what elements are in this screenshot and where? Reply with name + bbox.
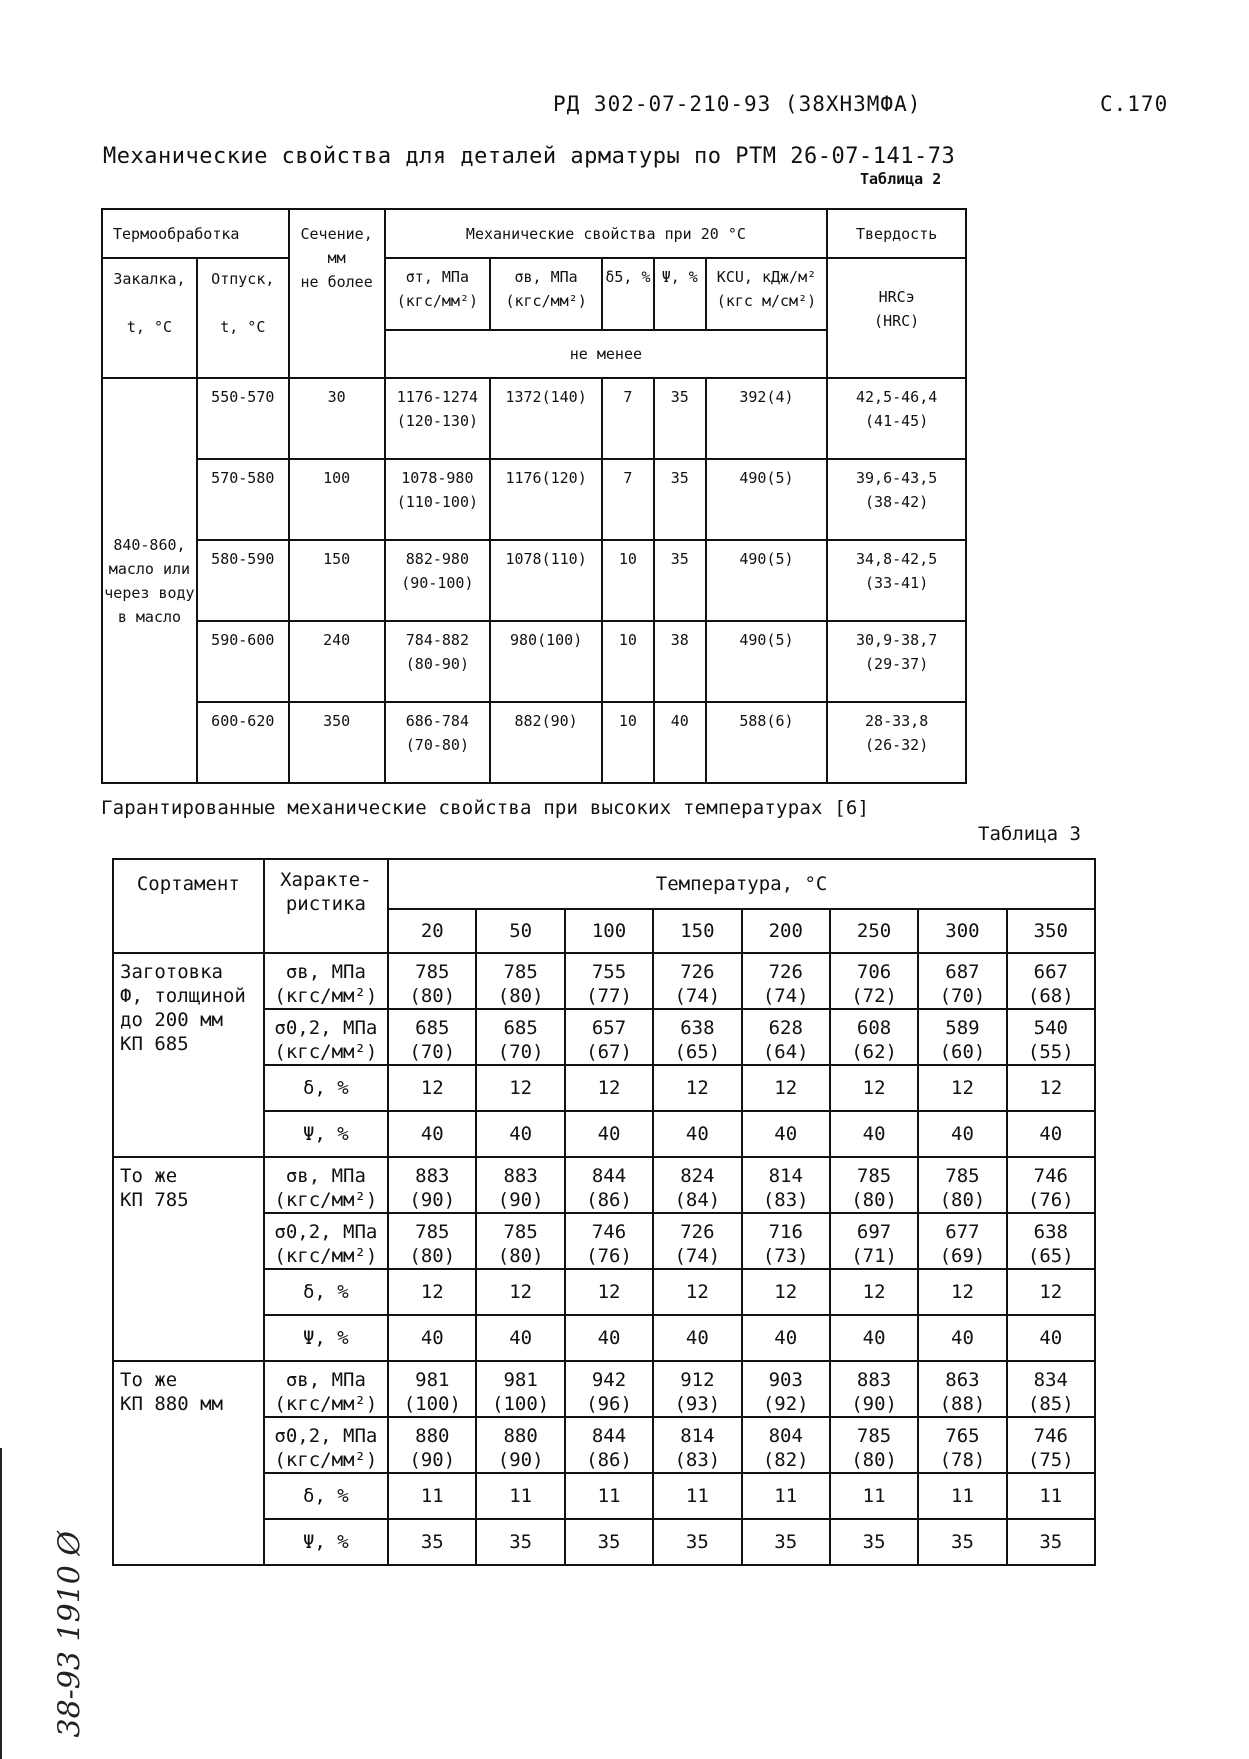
assortment-cell: То же КП 785	[113, 1157, 264, 1361]
value-cell: 880 (90)	[476, 1417, 564, 1473]
value-cell: 746 (76)	[565, 1213, 653, 1269]
header-mech-props: Механические свойства при 20 °С	[385, 209, 828, 258]
characteristic-cell: Ψ, %	[264, 1111, 389, 1157]
value-cell: 12	[830, 1269, 918, 1315]
value-cell: 11	[918, 1473, 1006, 1519]
header-psi: Ψ, %	[654, 258, 706, 330]
value-cell: 11	[476, 1473, 564, 1519]
value-cell: 638 (65)	[1007, 1213, 1095, 1269]
table-row	[113, 1361, 1095, 1417]
handwritten-margin-note	[40, 1480, 88, 1740]
value-cell: 40	[918, 1315, 1006, 1361]
hrc-value: 34,8-42,5 (33-41)	[827, 540, 966, 621]
sigma-v-value: 1372(140)	[490, 378, 602, 459]
header-quench: Закалка, t, °С	[102, 258, 197, 378]
value-cell: 11	[388, 1473, 476, 1519]
value-cell: 687 (70)	[918, 953, 1006, 1009]
value-cell: 942 (96)	[565, 1361, 653, 1417]
table-row	[113, 953, 1095, 1009]
header-delta: δ5, %	[602, 258, 654, 330]
value-cell: 12	[653, 1065, 741, 1111]
value-cell: 883 (90)	[476, 1157, 564, 1213]
value-cell: 880 (90)	[388, 1417, 476, 1473]
value-cell: 677 (69)	[918, 1213, 1006, 1269]
sigma-t-value: 1176-1274 (120-130)	[385, 378, 491, 459]
header-temp-150: 150	[653, 909, 741, 953]
value-cell: 667 (68)	[1007, 953, 1095, 1009]
section-value: 30	[289, 378, 385, 459]
header-temp-100: 100	[565, 909, 653, 953]
sigma-v-value: 882(90)	[490, 702, 602, 783]
header-temp-300: 300	[918, 909, 1006, 953]
value-cell: 657 (67)	[565, 1009, 653, 1065]
value-cell: 35	[565, 1519, 653, 1565]
value-cell: 12	[653, 1269, 741, 1315]
value-cell: 40	[565, 1111, 653, 1157]
characteristic-cell: δ, %	[264, 1065, 389, 1111]
characteristic-cell: σ0,2, МПа (кгс/мм²)	[264, 1009, 389, 1065]
value-cell: 726 (74)	[653, 953, 741, 1009]
value-cell: 40	[742, 1315, 830, 1361]
value-cell: 785 (80)	[388, 953, 476, 1009]
value-cell: 12	[918, 1065, 1006, 1111]
value-cell: 863 (88)	[918, 1361, 1006, 1417]
temper-value: 570-580	[197, 459, 289, 540]
value-cell: 35	[1007, 1519, 1095, 1565]
table-row	[102, 459, 966, 540]
temper-value: 550-570	[197, 378, 289, 459]
value-cell: 726 (74)	[742, 953, 830, 1009]
value-cell: 40	[830, 1315, 918, 1361]
characteristic-cell: Ψ, %	[264, 1315, 389, 1361]
assortment-cell: То же КП 880 мм	[113, 1361, 264, 1565]
header-characteristic: Характе- ристика	[264, 859, 389, 953]
table-row	[102, 378, 966, 459]
section-value: 350	[289, 702, 385, 783]
document-code: РД 302-07-210-93 (38ХН3МФА)	[553, 92, 922, 116]
hrc-value: 30,9-38,7 (29-37)	[827, 621, 966, 702]
table2-label: Таблица 2	[860, 170, 942, 188]
value-cell: 589 (60)	[918, 1009, 1006, 1065]
assortment-cell: Заготовка Ф, толщиной до 200 мм КП 685	[113, 953, 264, 1157]
header-temp-350: 350	[1007, 909, 1095, 953]
kcu-value: 490(5)	[706, 459, 828, 540]
value-cell: 40	[918, 1111, 1006, 1157]
delta-value: 10	[602, 540, 654, 621]
header-assortment: Сортамент	[113, 859, 264, 953]
value-cell: 12	[388, 1269, 476, 1315]
value-cell: 685 (70)	[476, 1009, 564, 1065]
hrc-value: 42,5-46,4 (41-45)	[827, 378, 966, 459]
header-sigma-t: σт, МПа (кгс/мм²)	[385, 258, 491, 330]
value-cell: 40	[388, 1111, 476, 1157]
psi-value: 38	[654, 621, 706, 702]
value-cell: 844 (86)	[565, 1417, 653, 1473]
value-cell: 40	[565, 1315, 653, 1361]
value-cell: 746 (76)	[1007, 1157, 1095, 1213]
value-cell: 35	[476, 1519, 564, 1565]
value-cell: 12	[476, 1065, 564, 1111]
section-value: 150	[289, 540, 385, 621]
value-cell: 903 (92)	[742, 1361, 830, 1417]
header-temp-50: 50	[476, 909, 564, 953]
sigma-v-value: 1176(120)	[490, 459, 602, 540]
value-cell: 12	[1007, 1065, 1095, 1111]
table2-mechanical-properties	[101, 208, 967, 784]
value-cell: 785 (80)	[476, 953, 564, 1009]
page-number: С.170	[1100, 92, 1169, 116]
value-cell: 40	[830, 1111, 918, 1157]
value-cell: 40	[476, 1111, 564, 1157]
margin-line	[0, 1448, 2, 1759]
sigma-t-value: 686-784 (70-80)	[385, 702, 491, 783]
value-cell: 726 (74)	[653, 1213, 741, 1269]
delta-value: 7	[602, 459, 654, 540]
header-section: Сечение, мм не более	[289, 209, 385, 378]
value-cell: 697 (71)	[830, 1213, 918, 1269]
delta-value: 10	[602, 702, 654, 783]
hrc-value: 39,6-43,5 (38-42)	[827, 459, 966, 540]
kcu-value: 588(6)	[706, 702, 828, 783]
psi-value: 40	[654, 702, 706, 783]
kcu-value: 392(4)	[706, 378, 828, 459]
table3-label: Таблица 3	[978, 823, 1081, 845]
table2-title: Механические свойства для деталей арматуры по РТМ 26-07-141-73	[103, 144, 956, 169]
quench-value: 840-860, масло или через воду в масло	[102, 378, 197, 783]
value-cell: 11	[653, 1473, 741, 1519]
value-cell: 11	[1007, 1473, 1095, 1519]
value-cell: 785 (80)	[476, 1213, 564, 1269]
value-cell: 40	[388, 1315, 476, 1361]
value-cell: 785 (80)	[388, 1213, 476, 1269]
value-cell: 685 (70)	[388, 1009, 476, 1065]
temper-value: 600-620	[197, 702, 289, 783]
value-cell: 981 (100)	[476, 1361, 564, 1417]
value-cell: 814 (83)	[653, 1417, 741, 1473]
value-cell: 35	[653, 1519, 741, 1565]
kcu-value: 490(5)	[706, 540, 828, 621]
value-cell: 834 (85)	[1007, 1361, 1095, 1417]
characteristic-cell: δ, %	[264, 1269, 389, 1315]
value-cell: 12	[1007, 1269, 1095, 1315]
sigma-t-value: 882-980 (90-100)	[385, 540, 491, 621]
value-cell: 12	[830, 1065, 918, 1111]
header-sigma-v: σв, МПа (кгс/мм²)	[490, 258, 602, 330]
temper-value: 580-590	[197, 540, 289, 621]
value-cell: 12	[742, 1065, 830, 1111]
table-row	[102, 621, 966, 702]
characteristic-cell: σ0,2, МПа (кгс/мм²)	[264, 1417, 389, 1473]
table-row	[102, 540, 966, 621]
value-cell: 40	[1007, 1315, 1095, 1361]
value-cell: 540 (55)	[1007, 1009, 1095, 1065]
value-cell: 40	[653, 1315, 741, 1361]
value-cell: 35	[918, 1519, 1006, 1565]
value-cell: 12	[742, 1269, 830, 1315]
sigma-v-value: 1078(110)	[490, 540, 602, 621]
value-cell: 608 (62)	[830, 1009, 918, 1065]
delta-value: 10	[602, 621, 654, 702]
section-value: 240	[289, 621, 385, 702]
temper-value: 590-600	[197, 621, 289, 702]
value-cell: 35	[388, 1519, 476, 1565]
sigma-t-value: 784-882 (80-90)	[385, 621, 491, 702]
section-value: 100	[289, 459, 385, 540]
value-cell: 40	[1007, 1111, 1095, 1157]
psi-value: 35	[654, 378, 706, 459]
header-temp-200: 200	[742, 909, 830, 953]
kcu-value: 490(5)	[706, 621, 828, 702]
header-hardness: Твердость	[827, 209, 966, 258]
characteristic-cell: δ, %	[264, 1473, 389, 1519]
value-cell: 12	[918, 1269, 1006, 1315]
psi-value: 35	[654, 540, 706, 621]
value-cell: 40	[476, 1315, 564, 1361]
characteristic-cell: σв, МПа (кгс/мм²)	[264, 953, 389, 1009]
header-temp-250: 250	[830, 909, 918, 953]
header-temperature: Температура, °С	[388, 859, 1095, 909]
characteristic-cell: σв, МПа (кгс/мм²)	[264, 1157, 389, 1213]
sigma-t-value: 1078-980 (110-100)	[385, 459, 491, 540]
value-cell: 628 (64)	[742, 1009, 830, 1065]
value-cell: 785 (80)	[830, 1157, 918, 1213]
header-hrc: HRCэ (HRC)	[827, 258, 966, 378]
table-row	[102, 702, 966, 783]
delta-value: 7	[602, 378, 654, 459]
value-cell: 11	[742, 1473, 830, 1519]
sigma-v-value: 980(100)	[490, 621, 602, 702]
value-cell: 824 (84)	[653, 1157, 741, 1213]
header-not-less: не менее	[385, 330, 828, 378]
characteristic-cell: σ0,2, МПа (кгс/мм²)	[264, 1213, 389, 1269]
value-cell: 883 (90)	[830, 1361, 918, 1417]
table-row	[113, 1157, 1095, 1213]
value-cell: 804 (82)	[742, 1417, 830, 1473]
margin-note-text: 38-93 1910 Ø	[52, 1531, 88, 1738]
value-cell: 11	[565, 1473, 653, 1519]
value-cell: 883 (90)	[388, 1157, 476, 1213]
value-cell: 35	[742, 1519, 830, 1565]
value-cell: 716 (73)	[742, 1213, 830, 1269]
value-cell: 844 (86)	[565, 1157, 653, 1213]
hrc-value: 28-33,8 (26-32)	[827, 702, 966, 783]
value-cell: 12	[565, 1269, 653, 1315]
value-cell: 12	[476, 1269, 564, 1315]
value-cell: 40	[653, 1111, 741, 1157]
value-cell: 785 (80)	[830, 1417, 918, 1473]
header-temper: Отпуск, t, °С	[197, 258, 289, 378]
value-cell: 912 (93)	[653, 1361, 741, 1417]
table3-high-temperature-properties	[112, 858, 1096, 1566]
value-cell: 746 (75)	[1007, 1417, 1095, 1473]
value-cell: 981 (100)	[388, 1361, 476, 1417]
psi-value: 35	[654, 459, 706, 540]
header-kcu: KCU, кДж/м² (кгс м/см²)	[706, 258, 828, 330]
page-header	[0, 92, 1249, 122]
value-cell: 814 (83)	[742, 1157, 830, 1213]
value-cell: 638 (65)	[653, 1009, 741, 1065]
value-cell: 11	[830, 1473, 918, 1519]
value-cell: 12	[565, 1065, 653, 1111]
header-temp-20: 20	[388, 909, 476, 953]
table3-title: Гарантированные механические свойства при высоких температурах [6]	[101, 797, 870, 819]
value-cell: 40	[742, 1111, 830, 1157]
value-cell: 35	[830, 1519, 918, 1565]
characteristic-cell: Ψ, %	[264, 1519, 389, 1565]
value-cell: 12	[388, 1065, 476, 1111]
value-cell: 706 (72)	[830, 953, 918, 1009]
characteristic-cell: σв, МПа (кгс/мм²)	[264, 1361, 389, 1417]
value-cell: 765 (78)	[918, 1417, 1006, 1473]
value-cell: 785 (80)	[918, 1157, 1006, 1213]
header-heat-treatment: Термообработка	[102, 209, 289, 258]
value-cell: 755 (77)	[565, 953, 653, 1009]
